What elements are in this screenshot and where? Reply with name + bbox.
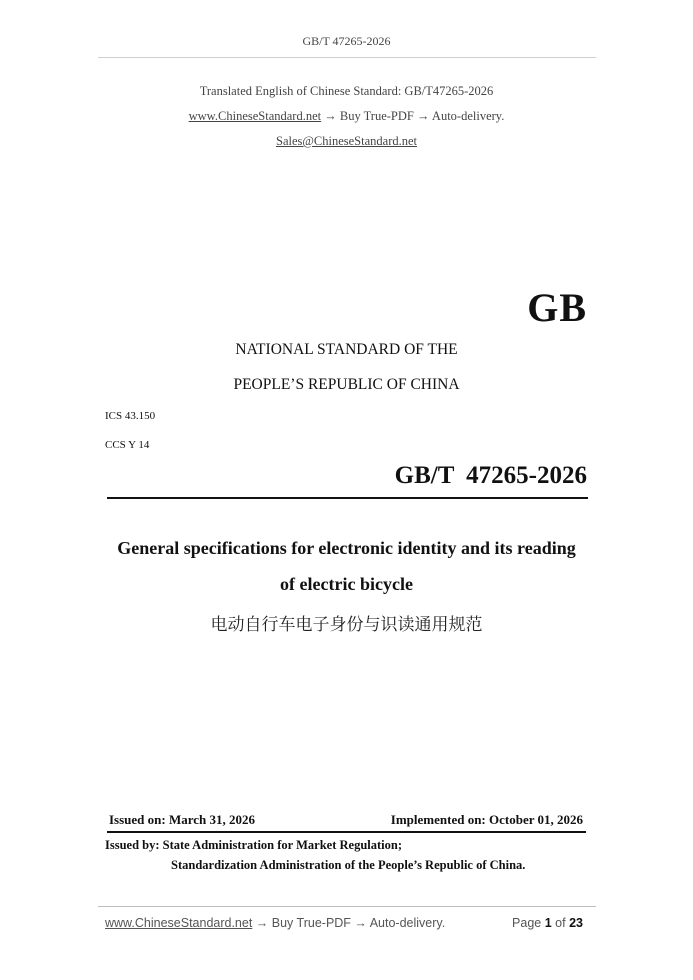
- email-line: [0, 134, 693, 149]
- issued-on-date: Issued on: March 31, 2026: [109, 812, 256, 827]
- document-title-chinese: 电动自行车电子身份与识读通用规范: [210, 615, 483, 635]
- page-indicator: [512, 916, 583, 930]
- national-standard-line-2: PEOPLE’S REPUBLIC OF CHINA: [233, 376, 460, 393]
- ics-code: ICS 43.150: [105, 410, 156, 422]
- purchase-text: → Buy True-PDF → Auto-delivery.: [321, 109, 505, 123]
- footer-purchase-line: [105, 916, 445, 930]
- footer-site-link[interactable]: www.ChineseStandard.net: [105, 916, 253, 930]
- issued-by-line-1: Issued by: State Administration for Market Regulation;: [105, 838, 402, 852]
- implemented-on-date: Implemented on: October 01, 2026: [390, 812, 583, 827]
- issued-by-line-2: Standardization Administration of the People’s Republic of China.: [171, 858, 526, 872]
- footer-purchase-text: → Buy True-PDF → Auto-delivery.: [252, 916, 446, 930]
- site-link[interactable]: www.ChineseStandard.net: [188, 109, 322, 123]
- page-of: of: [555, 916, 566, 930]
- page-label: Page: [512, 916, 542, 930]
- footer-divider: [98, 906, 596, 907]
- dates-rule: [107, 831, 586, 833]
- page-total: 23: [569, 916, 583, 930]
- document-title-line-2: of electric bicycle: [280, 574, 413, 594]
- document-title-line-1: General specifications for electronic identity and its reading: [117, 538, 576, 558]
- standard-number: GB/T 47265-2026: [394, 462, 587, 489]
- running-header: GB/T 47265-2026: [302, 34, 391, 48]
- email-link[interactable]: Sales@ChineseStandard.net: [276, 134, 417, 148]
- translation-notice: Translated English of Chinese Standard: GB/T47265-2026: [199, 84, 494, 98]
- gb-logo: GB: [527, 285, 587, 330]
- national-standard-line-1: NATIONAL STANDARD OF THE: [235, 341, 458, 358]
- purchase-line: [0, 109, 693, 124]
- ccs-code: CCS Y 14: [105, 439, 150, 451]
- standard-number-rule: [107, 497, 588, 499]
- header-divider: [98, 57, 596, 58]
- page-current: 1: [544, 916, 552, 930]
